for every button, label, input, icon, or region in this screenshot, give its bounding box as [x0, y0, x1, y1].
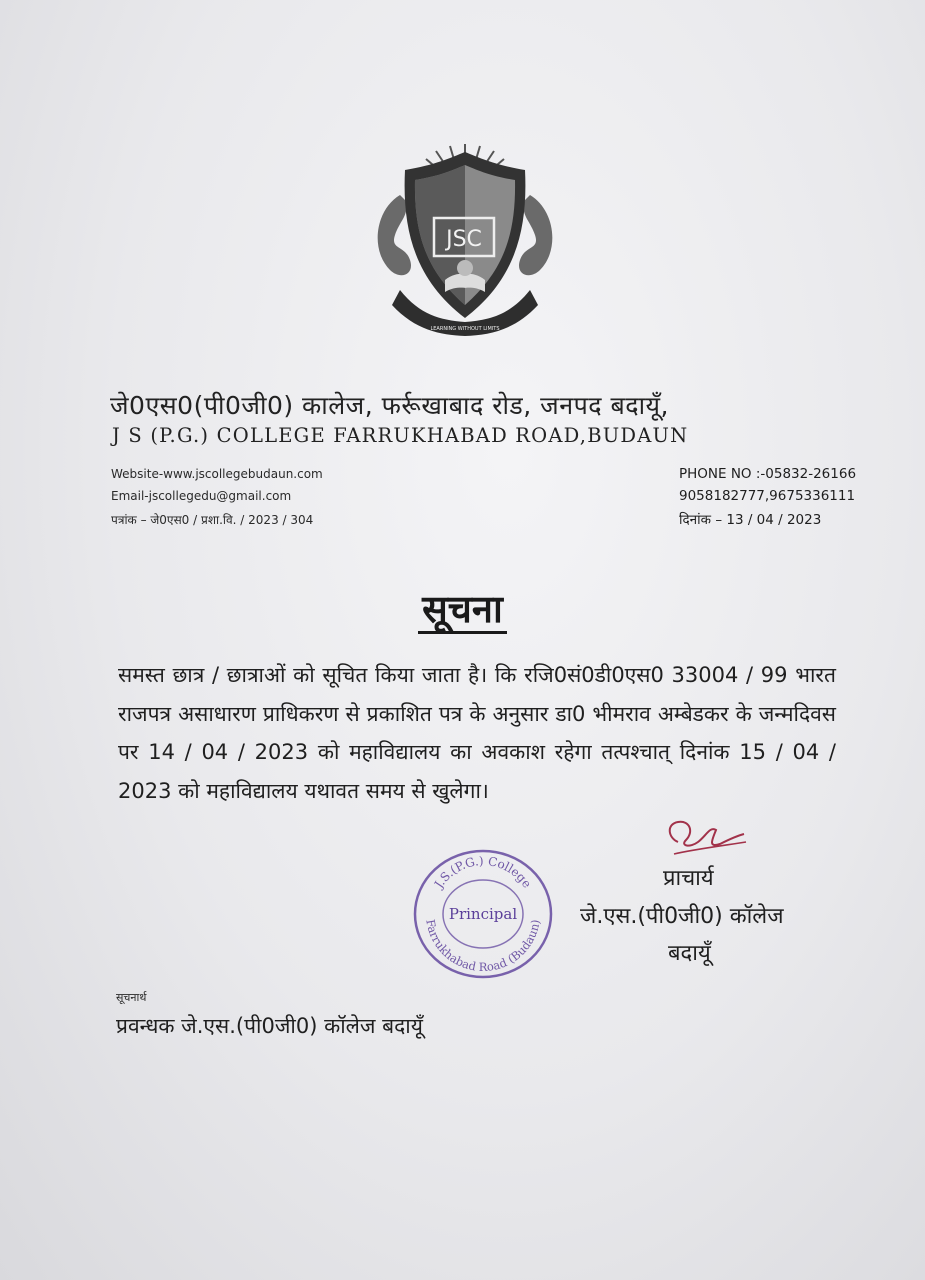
footer-label: सूचनार्थ [116, 991, 147, 1004]
website-text: Website-www.jscollegebudaun.com [111, 467, 323, 481]
svg-text:Principal: Principal [448, 905, 518, 923]
notice-heading-text: सूचना [418, 587, 507, 634]
phone-number: PHONE NO :-05832-26166 [679, 466, 857, 482]
notice-date: दिनांक – 13 / 04 / 2023 [679, 512, 822, 528]
signatory-city: बदायूँ [668, 941, 711, 966]
college-name-english: J S (P.G.) COLLEGE FARRUKHABAD ROAD,BUDAUN [112, 424, 689, 447]
signatory-college: जे.एस.(पी0जी0) कॉलेज [580, 904, 784, 929]
svg-text:J.S.(P.G.) College: J.S.(P.G.) College [431, 853, 535, 891]
notice-heading [0, 582, 925, 634]
svg-text:Farrukhabad Road (Budaun): Farrukhabad Road (Budaun) [423, 918, 543, 975]
svg-text:LEARNING WITHOUT LIMITS: LEARNING WITHOUT LIMITS [430, 326, 500, 332]
principal-stamp [412, 848, 554, 980]
notice-body: समस्त छात्र / छात्राओं को सूचित किया जाता है। कि रजि0सं0डी0एस0 33004 / 99 भारत राजपत्र असाधारण प्राधिकरण से प्रकाशित पत्र के अनुसार डा0 भीमराव अम्बेडकर के जन्मदिवस पर 14 / 04 / 2023 को महाविद्यालय का अवकाश रहेगा तत्पश्चात् दिनांक 15 / 04 / 2023 को महाविद्यालय यथावत समय से खुलेगा। [118, 663, 836, 803]
reference-number: पत्रांक – जे0एस0 / प्रशा.वि. / 2023 / 304 [111, 513, 314, 527]
college-name-hindi: जे0एस0(पी0जी0) कालेज, फर्रूखाबाद रोड, जनपद बदायूँ, [110, 391, 670, 420]
principal-signature [660, 812, 750, 860]
svg-text:JSC: JSC [446, 227, 482, 252]
email-text: Email-jscollegedu@gmail.com [111, 489, 292, 503]
signatory-title: प्राचार्य [663, 866, 714, 891]
mobile-numbers: 9058182777,9675336111 [679, 488, 856, 504]
college-crest-logo [370, 140, 560, 345]
footer-recipient: प्रवन्धक जे.एस.(पी0जी0) कॉलेज बदायूँ [116, 1014, 423, 1038]
